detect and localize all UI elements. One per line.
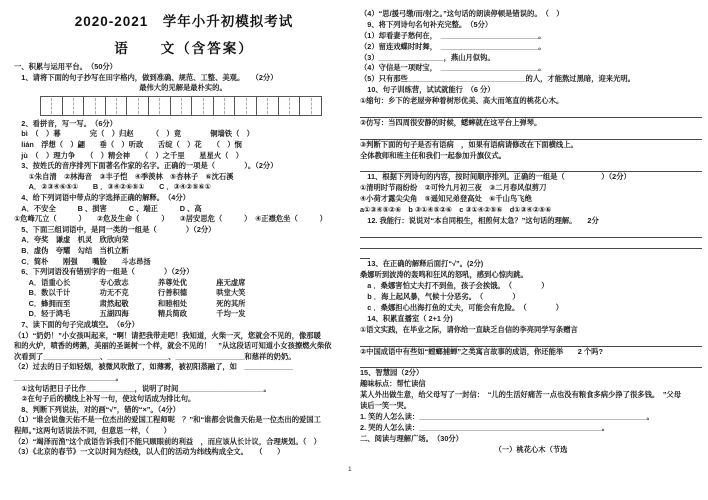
answer-line — [360, 249, 370, 260]
text-line: 7、读下面的句子完成填空。 （6分） — [14, 320, 139, 330]
text-line: 2、看拼音，写一写。 （6分） — [14, 118, 117, 128]
text-line: A．②③④⑥⑤① B ．③④②⑥⑤① C ．③④②⑤⑥① — [14, 182, 211, 192]
text-line: ②仿写：当四周很安静的时候，蟋蟀就在这平台上弹琴。 — [360, 117, 542, 127]
text-line: lián 浮想（ ）翩 垂（ ）听政 舌绽（ ）花 （ ）悯 — [14, 139, 242, 149]
text-line: 桑娜听到波涛的轰鸣和狂风的怒吼，感到心惊肉跳。 — [360, 270, 528, 280]
copybook-cell — [106, 96, 128, 116]
text-line: 2. 哭的人怎么读：_____________________________________________。 — [360, 422, 610, 432]
copybook-cell — [192, 96, 214, 116]
text-line: 6、下列词语没有错别字的一组是（ ）（2分） — [14, 267, 194, 277]
left-column-body — [14, 119, 352, 458]
text-line: 10、句子训练营，试试就能行 （6 分） — [360, 85, 495, 95]
answer-line — [360, 161, 702, 172]
text-line: ②在句子后的横线上补写一句，使这句话成为排比句。 — [14, 394, 196, 404]
text-line: 3、按姓氏的音序排列下面著名作家的名字。正确的一项是（ ）。（2分） — [14, 161, 278, 171]
text-line: c ．桑娜担心出海打鱼的丈夫，可能会有危险。 （ ） — [360, 303, 564, 313]
text-line: C．蜂拥而至 肃然起敬 和睦相处 死的其所 — [14, 298, 246, 308]
text-line: 二、阅读与理解广场。 （30分） — [360, 433, 463, 443]
text-line: b ．海上起风暴，气候十分恶劣。 （ ） — [360, 292, 520, 302]
right-column-body — [360, 9, 702, 456]
text-line: ④小荷才露尖尖角 ⑤遥知兄弟登高处 ⑥千山鸟飞绝 — [360, 194, 532, 204]
text-line: （3）《北京的春节》一文以时间为经线，以人们的活动为纬线构成全文。 （ ） — [14, 447, 285, 457]
text-line: 12. 我能行：说说对“本自同根生，相煎何太急？”这句话的理解。 2分 — [360, 215, 599, 225]
copybook-cell — [300, 96, 322, 116]
text-line: 8、判断下列说法，对的画“√”，错的“×”。（4分） — [14, 404, 180, 414]
text-line: （4）守信是一项财宝， ________________________。 — [360, 63, 546, 73]
copybook-cell — [127, 96, 149, 116]
text-line: ①朱自清 ②林海音 ③丰子恺 ④季羡林 ⑤杏林子 ⑥沈石溪 — [14, 171, 234, 181]
text-line: A．不安全 B 、损害 C 、端正 D 、高 — [14, 203, 202, 213]
text-line: 某人外出做生意，给父母写了一封信： “儿的生活好痛苦一点也没有粮食多病少挣了很多钱。 ”父母 — [360, 390, 682, 400]
copybook-cell — [214, 96, 236, 116]
text-line: ①清明时节雨纷纷 ②可怜九月初三夜 ③二月春风似剪刀 — [360, 183, 547, 193]
text-line: ①这句话把日子比作____________，说明了时间_____________________。 — [14, 383, 271, 393]
copybook-grid — [40, 96, 322, 116]
answer-line — [360, 107, 702, 118]
copybook-cell — [63, 96, 85, 116]
copybook-cell — [257, 96, 279, 116]
text-line: B．数以千计 功无不克 行善积德 哄堂大笑 — [14, 288, 246, 298]
copybook-cell — [279, 96, 301, 116]
answer-line — [360, 358, 702, 369]
answer-line — [360, 238, 702, 249]
page-title — [14, 10, 354, 57]
left-column-head — [14, 62, 352, 94]
text-line: 11、根据下列诗句的内容，按时间顺序排列。正确的一组是（ ）（2分） — [360, 172, 631, 182]
text-line: 趣味标点：帮忙读信 — [360, 379, 426, 389]
text-line: （1）却看妻子愁何在， ________________________。 — [360, 30, 546, 40]
text-line: （4）“思/援弓缴/而/射之。”这句话的朗读停顿是错误的。 （ ） — [360, 9, 564, 18]
text-line: 程师。”这两句话说法不同，但意思一样，（ ） — [14, 426, 171, 435]
copybook-cell — [171, 96, 193, 116]
text-line: C．简朴 刚强 嘴脸 斗志昂扬 — [14, 256, 151, 266]
exam-title-year: 2020-2021 学年小升初模拟考试 — [74, 14, 294, 29]
text-line: 14、积累直播室（ 2+1 分) — [360, 313, 453, 323]
text-line: D．轻于鸿毛 五湖四海 精兵简政 千均一发 — [14, 309, 246, 319]
exam-title-subject: 语 文（含答案） — [114, 41, 254, 56]
answer-line — [360, 227, 702, 238]
copybook-cell — [149, 96, 171, 116]
text-line: （1）“奶奶！”小女孩叫起来，“啊！请把我带走吧！我知道，火柴一灭，您就会不见的，像那暖 — [14, 330, 321, 340]
text-line: 和的火炉，喷香的烤鹅，美丽的圣诞树一个样，就会不见的！ ”从这段话可知道小女孩擦燃火柴依 — [14, 341, 332, 351]
page-number: 1 — [348, 466, 352, 473]
text-line: B．虚伪 夸耀 勾结 当机立断 — [14, 245, 129, 255]
text-line: （2）“竭泽而渔”这个成语告诉我们不能只顾眼前的利益 ，而应该从长计议，合理规划。（ ） — [14, 436, 321, 446]
text-line: （1）“谁会说詹天佑不是一位杰出的爱国工程师呢 ？”和“谁都会说詹天佑是一位杰出的爱国工 — [14, 415, 321, 425]
text-line: a①③④⑤②⑥ b ③①④⑤②⑥ c ③①④②⑤⑥ d①③④②⑤⑥ — [360, 205, 552, 215]
text-line: ③判断下面的句子是否有语病 ，如果有语病请修改在下面横线上。 — [360, 139, 578, 149]
text-line: bì （ ）幕 完（ ）归赵 （ ）竟 铜墙铁（ ） — [14, 129, 254, 139]
text-line: 最伟大的见解是最朴实的。 — [139, 83, 227, 93]
text-line: 次看到了______________、_______________、_________________和慈祥的奶奶。 — [14, 351, 296, 361]
left-column — [14, 62, 352, 458]
text-line: a ．桑娜害怕丈夫打不到鱼，孩子会挨饿。 （ ） — [360, 281, 549, 291]
text-line: 读后一笑一哭。 — [360, 401, 412, 411]
copybook-cell — [40, 96, 63, 116]
text-line: （5）只有那些_____________________________的人，才能熬过黑暗，迎来光明。 — [360, 74, 635, 84]
text-line: jù （ ）理力争 （ ）精会神 （ ）之千里 星星火（ ） — [14, 150, 244, 160]
text-line: 4、给下列词语中带点的字选择正确的解释。 （4分） — [14, 192, 190, 202]
text-line: 1、请将下面的句子抄写在田字格内，做到准确、规范、工整、美观。 （2分） — [14, 72, 278, 82]
text-line: 1. 笑的人怎么读：________________________________________________________。 — [360, 411, 654, 421]
right-column — [360, 9, 702, 456]
text-line: ①缩句：乡下的老屋旁种着树形优美、高大而笔直的桃花心木。 — [360, 96, 564, 106]
text-line: 一、积累与运用平台。 （50分） — [14, 62, 117, 71]
text-line: A．夸奖 谦虚 机灵 欣欣向荣 — [14, 235, 129, 245]
text-line: 9、将下列诗句名句补充完整。 （5分） — [360, 19, 493, 29]
text-line: 全体教师和班主任和我们一起参加升旗仪式。 — [360, 150, 506, 160]
text-line: _________________________。 — [14, 373, 123, 383]
answer-line — [360, 336, 702, 347]
text-line: （2）过去的日子如轻烟，被微风吹散了，如薄雾，被初阳蒸融了，如 ____________ — [14, 362, 293, 372]
text-line: （2）留连戏蝶时时舞， ________________________。 — [360, 41, 546, 51]
text-line: A．语重心长 专心致志 养尊处优 座无虚席 — [14, 277, 246, 287]
text-line: 5、下面三组词语中，是同一类的一组是（ ）（2分） — [14, 224, 216, 234]
text-line: （3）________________，燕山月似钩。 — [360, 52, 495, 62]
text-line: ①危峰兀立（ ） ②危及生命（ ） ③居安思危（ ） ④正襟危坐（ ） — [14, 214, 327, 224]
text-line: ①语文实践，在毕业之际，请你给一直缺乏自信的李亮同学写条赠言 — [360, 324, 578, 334]
text-line: 15、智慧园（2分） — [360, 368, 424, 378]
copybook-cell — [84, 96, 106, 116]
answer-line — [360, 129, 702, 140]
text-line: （一）桃花心木（节选 — [494, 444, 568, 454]
copybook-cell — [235, 96, 257, 116]
text-line: ②中国成语中有些如“螳螂捕蝉”之类寓言故事的成语，你还能举 2 个吗? — [360, 346, 603, 356]
text-line: 13、在正确的解释后面打“√”。(2分) — [360, 259, 484, 269]
